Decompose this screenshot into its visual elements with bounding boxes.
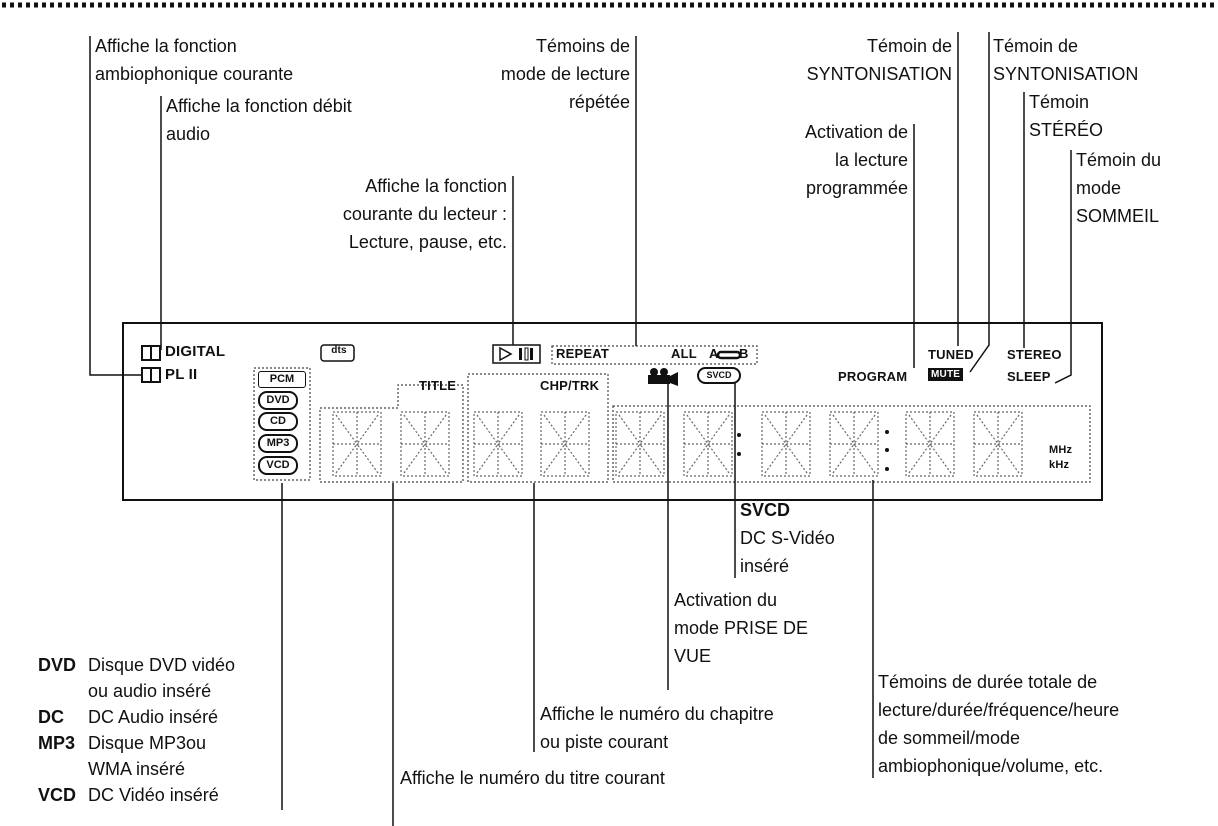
indicator-svcd: SVCD: [697, 367, 741, 384]
indicator-dvd: DVD: [258, 391, 298, 410]
colon-dot: [885, 430, 889, 434]
indicator-mute: MUTE: [928, 368, 963, 381]
indicator-tuned: TUNED: [928, 347, 974, 362]
colon-dot: [885, 467, 889, 471]
segment-digit: [474, 412, 522, 476]
segment-digit: [906, 412, 954, 476]
caption-sleep-indicator: Témoin du mode SOMMEIL: [1076, 150, 1162, 226]
indicator-cd: CD: [258, 412, 298, 431]
caption-title-number: Affiche le numéro du titre courant: [400, 768, 665, 788]
dolby-digital-logo: [142, 346, 160, 360]
caption-svcd-text: DC S-Vidéo inséré: [740, 528, 835, 576]
colon-dot: [737, 433, 741, 437]
caption-chapter-number: Affiche le numéro du chapitre ou piste courant: [540, 704, 774, 752]
caption-stereo-indicator: Témoin STÉRÉO: [1029, 92, 1104, 140]
caption-player-function: Affiche la fonction courante du lecteur : Lecture, pause, etc.: [342, 176, 507, 252]
segment-digit: [541, 412, 589, 476]
segment-digits: [333, 412, 1022, 476]
segment-digit: [684, 412, 732, 476]
caption-time-indicators: Témoins de durée totale de lecture/durée/fréquence/heure de sommeil/mode ambiophonique/volume, etc.: [878, 672, 1120, 776]
indicator-dts: dts: [331, 345, 347, 356]
segment-digit: [762, 412, 810, 476]
leader-mute: [970, 32, 989, 372]
segment-digit: [401, 412, 449, 476]
legend-text-dc: DC Audio inséré: [88, 707, 219, 727]
legend-code-vcd: VCD: [38, 785, 77, 805]
indicator-sleep: SLEEP: [1007, 369, 1051, 384]
legend-code-mp3: MP3: [38, 733, 76, 753]
indicator-title: TITLE: [419, 378, 457, 393]
caption-camera-mode: Activation du mode PRISE DE VUE: [674, 590, 809, 666]
indicator-chp-trk: CHP/TRK: [540, 378, 600, 393]
segment-digit: [974, 412, 1022, 476]
dolby-pl-logo: [142, 368, 160, 382]
segment-digit: [333, 412, 381, 476]
legend-text-vcd: DC Vidéo inséré: [88, 785, 219, 805]
indicator-digital: DIGITAL: [165, 343, 226, 360]
indicator-all: ALL: [671, 346, 697, 361]
indicator-vcd: VCD: [258, 456, 298, 475]
indicator-stereo: STEREO: [1007, 347, 1062, 362]
indicator-pl-ii: PL II: [165, 366, 198, 383]
repeat-ab-arrow-icon: [718, 352, 740, 358]
legend-code-dc: DC: [38, 707, 64, 727]
segment-digit: [616, 412, 664, 476]
indicator-a: A: [709, 346, 719, 361]
caption-program-playback: Activation de la lecture programmée: [804, 122, 908, 198]
caption-ambiophonic-function: Affiche la fonction ambiophonique courante: [95, 36, 294, 84]
indicator-mhz: MHz: [1049, 444, 1073, 456]
indicator-repeat: REPEAT: [556, 346, 609, 361]
camera-icon: [648, 368, 678, 386]
colon-dot: [737, 452, 741, 456]
indicator-mp3: MP3: [258, 434, 298, 453]
colon-dot: [885, 448, 889, 452]
segment-digit: [830, 412, 878, 476]
caption-tuning-indicator-2: Témoin de SYNTONISATION: [993, 36, 1139, 84]
legend-code-dvd: DVD: [38, 655, 77, 675]
legend-text-dvd: Disque DVD vidéo ou audio inséré: [88, 655, 236, 701]
indicator-khz: kHz: [1049, 459, 1070, 471]
title-digits-area: [320, 385, 463, 482]
indicator-pcm: PCM: [258, 371, 306, 388]
caption-bitrate-function: Affiche la fonction débit audio: [166, 96, 352, 144]
indicator-program: PROGRAM: [838, 369, 908, 384]
caption-svcd-title: SVCD: [740, 500, 791, 520]
play-pause-icon: [493, 345, 540, 363]
disc-type-legend: [38, 652, 278, 812]
caption-repeat-indicators: Témoins de mode de lecture répétée: [500, 36, 630, 112]
indicator-b: B: [739, 346, 749, 361]
legend-text-mp3: Disque MP3ou WMA inséré: [88, 733, 207, 779]
caption-tuning-indicator-1: Témoin de SYNTONISATION: [806, 36, 952, 84]
